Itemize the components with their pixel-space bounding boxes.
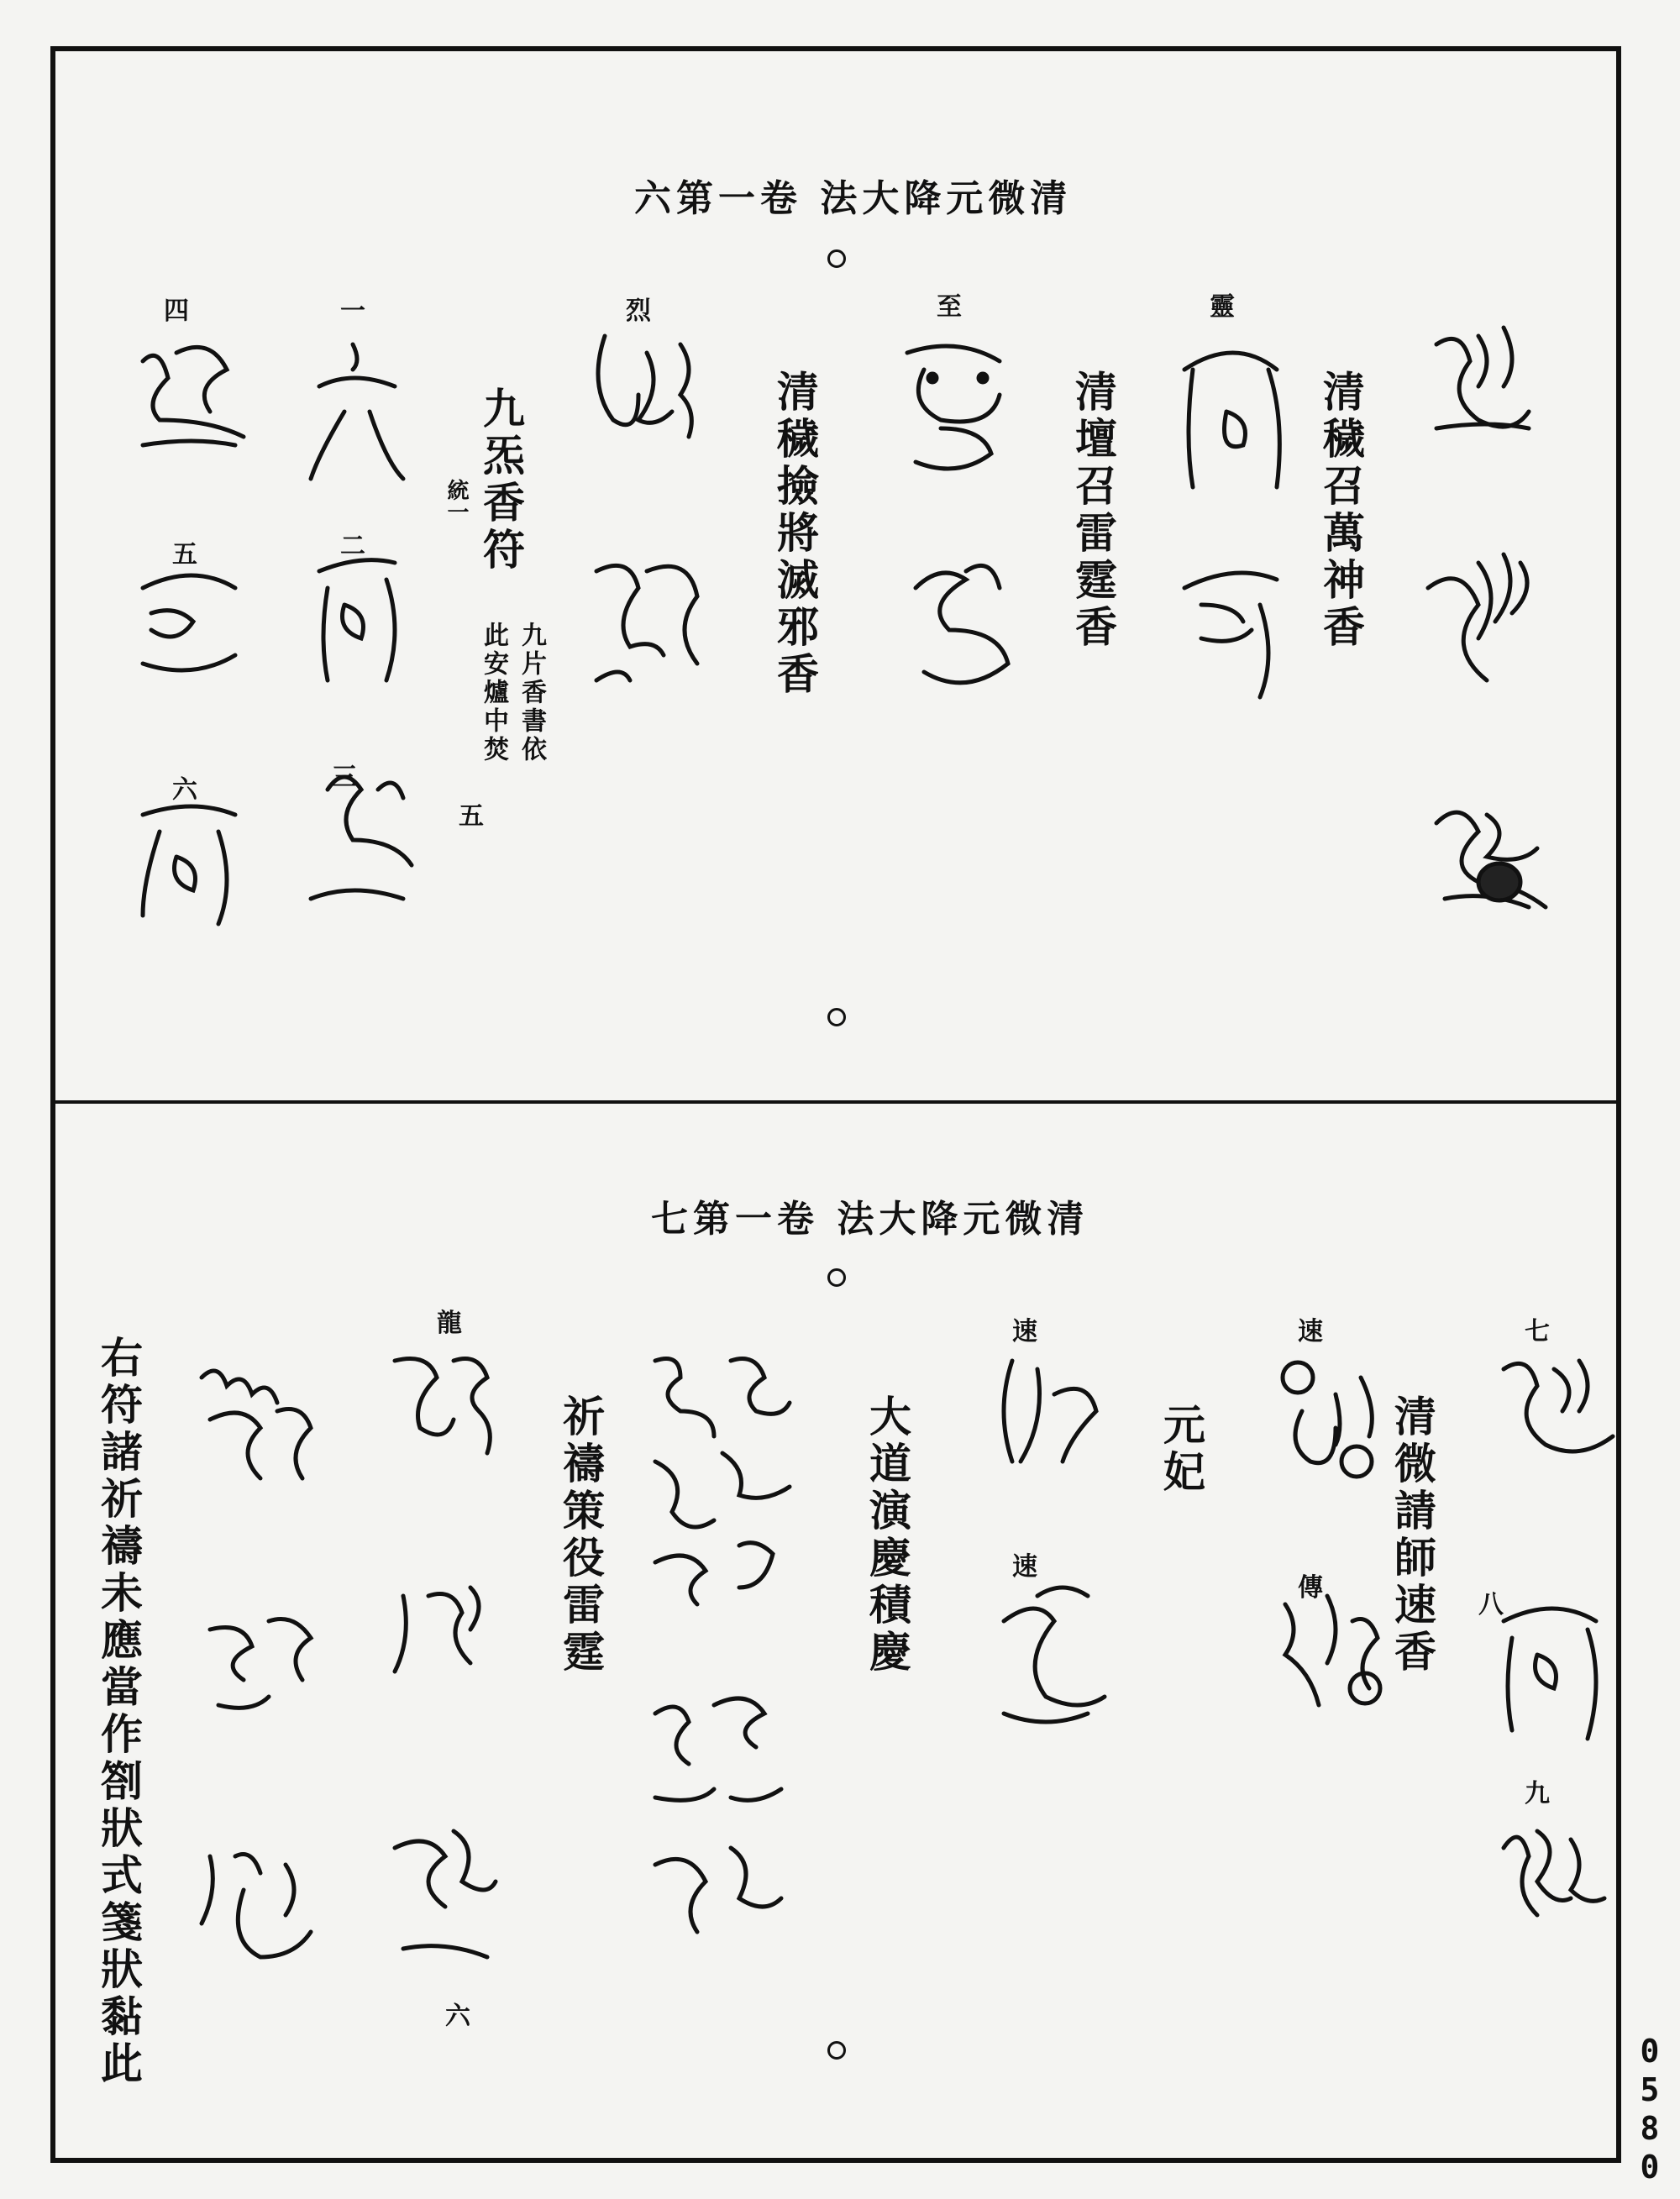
bottom-label-f: 速 bbox=[1012, 1317, 1037, 1346]
bottom-label-e: 傳 bbox=[1298, 1573, 1323, 1603]
top-header: 六第一卷 法大降元微清 bbox=[634, 177, 1073, 220]
top-label-f: 二 bbox=[340, 532, 365, 561]
talisman-glyph bbox=[1487, 1344, 1613, 1952]
talisman-glyph bbox=[1268, 1344, 1394, 1742]
top-note-3: 五 bbox=[454, 802, 483, 831]
top-label-b: 至 bbox=[937, 292, 962, 322]
bottom-label-d: 速 bbox=[1298, 1317, 1323, 1346]
top-title-1: 清穢召萬神香 bbox=[1316, 370, 1366, 652]
top-label-h: 三 bbox=[332, 763, 357, 792]
top-note-4: 統一 bbox=[444, 479, 469, 522]
bottom-title-1: 清微請師速香 bbox=[1388, 1394, 1437, 1677]
talisman-glyph bbox=[638, 1344, 806, 1960]
bottom-label-a: 七 bbox=[1525, 1317, 1550, 1346]
talisman-glyph bbox=[378, 1344, 504, 1986]
talisman-glyph bbox=[890, 319, 1016, 726]
bottom-title-5: 右符諸祈禱未應當作劄狀式箋狀黏此 bbox=[94, 1336, 144, 2088]
top-title-3: 清穢撿將滅邪香 bbox=[770, 370, 820, 699]
panel-divider bbox=[50, 1100, 1621, 1104]
bottom-label-i: 六 bbox=[445, 2002, 470, 2031]
top-label-d: 一 bbox=[340, 297, 365, 326]
top-label-a: 靈 bbox=[1210, 292, 1235, 322]
talisman-glyph bbox=[126, 328, 252, 969]
top-title-2: 清壇召雷霆香 bbox=[1068, 370, 1118, 652]
bottom-label-c: 九 bbox=[1525, 1779, 1550, 1808]
talisman-glyph bbox=[302, 319, 412, 961]
top-note-1: 九片香書依 bbox=[517, 622, 546, 764]
top-label-i: 六 bbox=[172, 775, 197, 805]
talisman-glyph bbox=[193, 1352, 328, 1969]
talisman-glyph bbox=[1168, 319, 1294, 726]
talisman-glyph bbox=[580, 319, 714, 709]
binding-hole-top-1 bbox=[827, 249, 846, 268]
top-label-g: 五 bbox=[172, 540, 197, 569]
top-label-e: 四 bbox=[164, 297, 189, 326]
bottom-label-h: 龍 bbox=[437, 1309, 462, 1338]
bottom-title-2: 元妃 bbox=[1157, 1403, 1206, 1497]
bottom-title-4: 祈禱策役雷霆 bbox=[556, 1394, 606, 1677]
bottom-label-g: 速 bbox=[1012, 1552, 1037, 1582]
talisman-glyph bbox=[987, 1344, 1105, 1750]
bottom-title-3: 大道演慶積慶 bbox=[863, 1394, 912, 1677]
talisman-glyph bbox=[1420, 311, 1546, 1020]
binding-hole-bottom-1 bbox=[827, 1268, 846, 1287]
top-note-2: 此安爐中焚 bbox=[479, 622, 508, 764]
top-label-c: 烈 bbox=[626, 297, 651, 326]
bottom-header: 七第一卷 法大降元微清 bbox=[651, 1198, 1089, 1241]
top-title-4: 九炁香符 bbox=[476, 386, 526, 575]
binding-hole-top-2 bbox=[827, 1008, 846, 1026]
page-number: 0580 bbox=[1631, 2033, 1668, 2187]
bottom-label-b: 八 bbox=[1478, 1590, 1504, 1619]
binding-hole-bottom-2 bbox=[827, 2041, 846, 2060]
